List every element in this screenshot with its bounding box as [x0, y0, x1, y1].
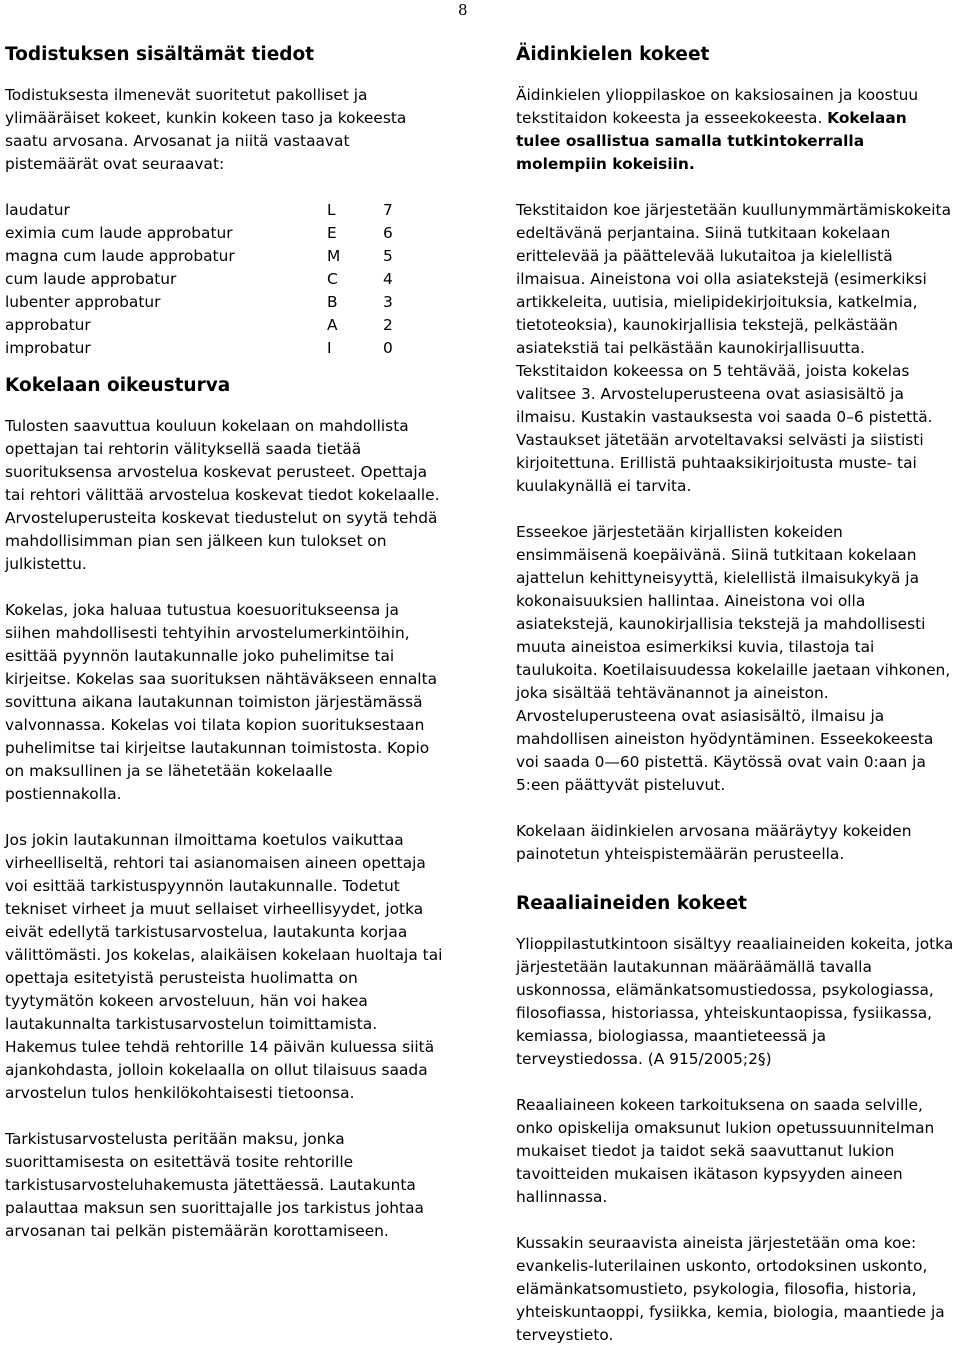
- text-emphasis: Kokelaan tulee osallistua samalla tutkintokerralla molempiin kokeisiin.: [516, 109, 907, 173]
- grade-points: 4: [383, 270, 393, 288]
- grade-name: improbatur: [5, 339, 91, 357]
- grade-name: laudatur: [5, 201, 70, 219]
- grade-row: [5, 291, 445, 314]
- grade-letter: B: [327, 293, 338, 311]
- grade-points: 0: [383, 339, 393, 357]
- paragraph-certificate-intro: Todistuksesta ilmenevät suoritetut pakolliset ja ylimääräiset kokeet, kunkin kokeen taso ja kokeesta saatu arvosana. Arvosanat ja niitä vastaavat pistemäärät ovat seuraavat:: [5, 86, 407, 173]
- grade-name: eximia cum laude approbatur: [5, 224, 233, 242]
- paragraph-review-fee: Tarkistusarvostelusta peritään maksu, jonka suorittamisesta on esitettävä tosite rehtorille tarkistusarvosteluhakemusta jätettäessä. Lautakunta palauttaa maksun sen suorittajalle jos tarkistus johtaa arvosanan tai pelkän pistemäärän korottamiseen.: [5, 1130, 424, 1240]
- page-number: 8: [458, 1, 468, 19]
- grade-letter: I: [327, 339, 332, 357]
- paragraph-mother-tongue-intro: [516, 84, 954, 176]
- grade-row: [5, 199, 445, 222]
- grade-name: cum laude approbatur: [5, 270, 177, 288]
- grade-letter: L: [327, 201, 336, 219]
- left-column: [5, 40, 445, 1243]
- grade-letter: C: [327, 270, 338, 288]
- grade-name: approbatur: [5, 316, 91, 334]
- heading-mother-tongue-exams: Äidinkielen kokeet: [516, 44, 710, 65]
- heading-certificate-contents: Todistuksen sisältämät tiedot: [5, 44, 315, 65]
- text-normal: Äidinkielen ylioppilaskoe on kaksiosainen ja koostuu tekstitaidon kokeesta ja esseekokeesta.: [516, 86, 919, 127]
- paragraph-essay-exam: Esseekoe järjestetään kirjallisten kokeiden ensimmäisenä koepäivänä. Siinä tutkitaan kokelaan ajattelun kehittyneisyyttä, kielellistä ilmaisukykyä ja kokonaisuuksien hallintaa. Aineistona voi olla asiatekstejä, kaunokirjallisia tekstejä ja mahdollisesti muuta aineistoa esimerkiksi kuvia, tilastoja tai taulukoita. Koetilaisuudessa kokelaille jaetaan vihkonen, joka sisältää tehtävänannot ja aineiston. Arvosteluperusteena ovat asiasisältö, ilmaisu ja mahdollisen aineiston hyödyntäminen. Esseekokeesta voi saada 0—60 pistettä. Käytössä ovat vain 0:aan ja 5:een päättyvät pisteluvut.: [516, 523, 951, 794]
- paragraph-real-subjects-list: Ylioppilastutkintoon sisältyy reaaliaineiden kokeita, jotka järjestetään lautakunnan määräämällä tavalla uskonnossa, elämänkatsomustiedossa, psykologiassa, filosofiassa, historiassa, yhteiskuntaopissa, fysiikassa, kemiassa, biologiassa, maantieteessä ja terveystiedossa. (A 915/2005;2§): [516, 935, 954, 1068]
- right-column: [516, 40, 954, 1347]
- grade-row: [5, 245, 445, 268]
- grades-table: [5, 199, 445, 360]
- paragraph-review-request: Jos jokin lautakunnan ilmoittama koetulos vaikuttaa virheelliseltä, rehtori tai asianomaisen aineen opettaja voi esittää tarkistuspyynnön lautakunnalle. Todetut tekniset virheet ja muut sellaiset virheellisyydet, jotka eivät edellytä tarkistusarvostelua, lautakunta korjaa välittömästi. Jos kokelas, alaikäisen kokelaan huoltaja tai opettaja esitetyistä perusteista huolimatta on tyytymätön kokeen arvosteluun, hän voi hakea lautakunnalta tarkistusarvostelun toimittamista. Hakemus tulee tehdä rehtorille 14 päivän kuluessa siitä ajankohdasta, jolloin kokelaalla on ollut tilaisuus saada arvostelun tulos henkilökohtaisesti tietoonsa.: [5, 831, 443, 1102]
- grade-row: [5, 314, 445, 337]
- paragraph-text-skills-exam: Tekstitaidon koe järjestetään kuullunymmärtämiskokeita edeltävänä perjantaina. Siinä tutkitaan kokelaan erittelevää ja päättelevää lukutaitoa ja kielellistä ilmaisua. Aineistona voi olla asiatekstejä (esimerkiksi artikkeleita, uutisia, mielipidekirjoituksia, katkelmia, tietoteoksia), kaunokirjallisia tekstejä, pelkästään asiatekstiä tai pelkästään kaunokirjallisuutta. Tekstitaidon kokeessa on 5 tehtävää, joista kokelas valitsee 3. Arvosteluperusteena ovat asiasisältö ja ilmaisu. Kustakin vastauksesta voi saada 0–6 pistettä. Vastaukset jätetään arvoteltavaksi selvästi ja siististi kirjoitettuna. Erillistä puhtaaksikirjoitusta muste- tai kuulakynällä ei tarvita.: [516, 201, 952, 495]
- grade-letter: E: [327, 224, 337, 242]
- grade-row: [5, 337, 445, 360]
- paragraph-results-criteria: Tulosten saavuttua kouluun kokelaan on mahdollista opettajan tai rehtorin välityksellä saada tietää suorituksensa arvostelua koskevat perusteet. Opettaja tai rehtori välittää arvostelua koskevat tiedot kokelaalle. Arvosteluperusteita koskevat tiedustelut on syytä tehdä mahdollisimman pian sen jälkeen kun tulokset on julkistettu.: [5, 417, 440, 573]
- grade-points: 7: [383, 201, 393, 219]
- grade-points: 2: [383, 316, 393, 334]
- paragraph-real-exam-purpose: Reaaliaineen kokeen tarkoituksena on saada selville, onko opiskelija omaksunut lukion opetussuunnitelman mukaiset tiedot ja taidot sekä saavuttanut lukion tavoitteiden mukaisen ikätason kypsyyden aineen hallinnassa.: [516, 1096, 935, 1206]
- grade-name: magna cum laude approbatur: [5, 247, 235, 265]
- paragraph-separate-exams: Kussakin seuraavista aineista järjestetään oma koe: evankelis-luterilainen uskonto, ortodoksinen uskonto, elämänkatsomustieto, psykologia, filosofia, historia, yhteiskuntaoppi, fysiikka, kemia, biologia, maantiede ja terveystieto.: [516, 1234, 945, 1344]
- heading-legal-protection: Kokelaan oikeusturva: [5, 375, 231, 396]
- grade-letter: M: [327, 247, 341, 265]
- grade-name: lubenter approbatur: [5, 293, 161, 311]
- grade-row: [5, 222, 445, 245]
- paragraph-grade-determination: Kokelaan äidinkielen arvosana määräytyy kokeiden painotetun yhteispistemäärän perusteella.: [516, 822, 912, 863]
- grade-points: 6: [383, 224, 393, 242]
- grade-points: 5: [383, 247, 393, 265]
- heading-real-subject-exams: Reaaliaineiden kokeet: [516, 893, 747, 914]
- grade-points: 3: [383, 293, 393, 311]
- paragraph-view-exam: Kokelas, joka haluaa tutustua koesuoritukseensa ja siihen mahdollisesti tehtyihin arvostelumerkintöihin, esittää pyynnön lautakunnalle joko puhelimitse tai kirjeitse. Kokelas saa suorituksen nähtäväkseen ennalta sovittuna aikana lautakunnan toimiston järjestämässä valvonnassa. Kokelas voi tilata kopion suorituksestaan puhelimitse tai kirjeitse lautakunnan toimistosta. Kopio on maksullinen ja se lähetetään kokelaalle postiennakolla.: [5, 601, 438, 803]
- grade-row: [5, 268, 445, 291]
- grade-letter: A: [327, 316, 338, 334]
